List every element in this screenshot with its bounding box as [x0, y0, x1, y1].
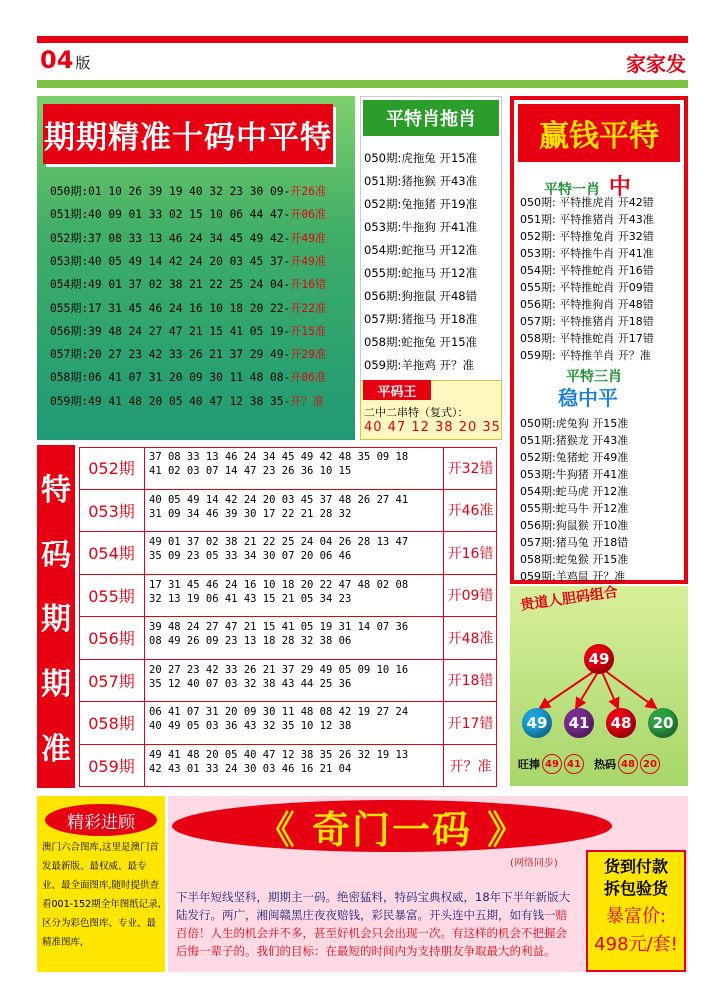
ten-code-row-result: 开06准: [290, 371, 327, 385]
special-code-period: 055期: [79, 575, 145, 617]
cod-line-3: 暴富价:: [605, 906, 667, 927]
three-zodiac-row: 056期:狗鼠猴 开10准: [520, 518, 629, 532]
top-red-bar: [37, 36, 688, 43]
ten-code-row-numbers: 051期:40 09 01 33 02 15 10 06 44 47-: [50, 208, 291, 222]
special-code-line-2: 08 49 26 09 23 13 18 28 32 38 06: [149, 635, 352, 647]
combo-ball-4: 20: [648, 708, 678, 738]
ten-code-row-numbers: 057期:20 27 23 42 33 26 21 37 29 49-: [50, 348, 291, 362]
ten-code-row-result: 开22准: [290, 301, 327, 315]
zodiac-drag-row: 058期:蛇拖兔 开15准: [364, 334, 478, 349]
special-code-line-2: 35 12 40 07 03 32 38 43 44 25 36: [149, 677, 352, 690]
ten-code-row: [50, 297, 326, 319]
ten-code-row-numbers: 058期:06 41 07 31 20 09 30 11 48 08-: [50, 371, 291, 385]
special-code-line-1: 17 31 45 46 24 16 10 18 20 22 47 48 02 08: [149, 578, 409, 591]
special-code-row: [79, 702, 497, 745]
special-code-numbers: [149, 705, 449, 733]
ten-code-row-result: 开49准: [290, 231, 327, 245]
zodiac-drag-row: 054期:蛇拖马 开12准: [364, 242, 478, 257]
three-zodiac-row: 055期:蛇马牛 开12准: [520, 501, 629, 515]
ten-code-row: [50, 366, 326, 388]
three-zodiac-row: 058期:蛇兔猴 开15准: [520, 552, 629, 566]
zodiac-drag-row: 053期:牛拖狗 开41准: [364, 219, 478, 234]
lucky-combo-title: 贵道人胆码组合: [519, 584, 619, 614]
zodiac-drag-row: 055期:蛇拖马 开12准: [364, 265, 478, 280]
zodiac-drag-row: 057期:猪拖马 开18准: [364, 311, 478, 326]
combo-ball-2: 41: [564, 708, 594, 738]
special-code-numbers: [149, 620, 449, 648]
ad-text-2: 赔百倍！人生的机会并不多，甚至好机会只会出现一次。有这样的机会不把握会后悔一辈子的。我们的目标：在最短的时间内为支持朋友争取最大的利益。: [176, 908, 567, 958]
special-code-line-1: 39 48 24 27 47 21 15 41 05 19 31 14 07 36: [149, 621, 409, 633]
brand-name: 家家发: [626, 52, 686, 76]
special-code-line-1: 37 08 33 13 46 24 34 45 49 42 48 35 09 18: [149, 451, 409, 463]
ten-code-row-result: 开06准: [290, 208, 327, 222]
one-zodiac-row: 058期: 平特推蛇肖 开17错: [520, 331, 654, 345]
special-code-row: [79, 745, 497, 788]
ten-code-row: [50, 343, 326, 365]
page-number: [40, 46, 90, 76]
special-code-numbers: [149, 535, 449, 563]
special-code-line-2: 35 09 23 05 33 34 30 07 20 06 46: [149, 550, 352, 562]
combo-ball-1: 49: [522, 708, 552, 738]
hit-mark: 中: [608, 175, 631, 200]
page-number-value: 04: [40, 46, 74, 74]
zodiac-drag-title: 平特肖拖肖: [363, 100, 499, 136]
ten-code-row: [50, 227, 326, 249]
special-code-result: 开46准: [443, 490, 497, 532]
ten-code-row: [50, 273, 326, 295]
one-zodiac-row: 054期: 平特推蛇肖 开16错: [520, 263, 654, 277]
qimen-ad-text: [176, 888, 576, 960]
ten-code-row-result: 开26准: [290, 185, 327, 198]
special-code-result: 开18错: [443, 660, 497, 702]
small-ball-3: 48: [618, 754, 638, 774]
special-code-result: 开？准: [443, 745, 497, 788]
special-code-period: 056期: [79, 617, 145, 659]
special-code-line-1: 49 01 37 02 38 21 22 25 24 04 26 28 13 47: [149, 536, 409, 548]
special-code-line-2: 32 13 19 06 41 43 15 21 05 34 23: [149, 592, 352, 605]
zodiac-drag-row: 059期:羊拖鸡 开？准: [364, 357, 474, 372]
one-zodiac-row: 059期: 平特推羊肖 开？准: [520, 348, 651, 362]
three-zodiac-row: 057期:猪马兔 开18错: [520, 535, 629, 549]
special-code-line-1: 20 27 23 42 33 26 21 37 29 49 05 09 10 16: [149, 663, 409, 676]
three-zodiac-row: 054期:蛇马虎 开12准: [520, 484, 629, 498]
three-zodiac-row: 059期:羊鸡鼠 开？准: [520, 569, 626, 583]
small-ball-2: 41: [564, 754, 584, 774]
one-zodiac-row: 053期: 平特推牛肖 开41准: [520, 246, 654, 260]
special-code-row: [79, 660, 497, 703]
flat-code-king-title: 平码王: [363, 380, 431, 400]
ten-code-row-result: 开？准: [290, 394, 324, 408]
special-code-numbers: [149, 450, 449, 478]
qimen-title: 《 奇门一码 》: [172, 800, 612, 852]
side-char-4: 期: [41, 667, 71, 703]
side-char-3: 期: [41, 602, 71, 638]
special-code-row: [79, 490, 497, 533]
one-zodiac-row: 050期: 平特推虎肖 开42错: [520, 195, 654, 209]
three-zodiac-row: 052期:兔猪蛇 开49准: [520, 450, 629, 464]
special-code-line-1: 06 41 07 31 20 09 30 11 48 08 42 19 27 24: [149, 706, 409, 718]
special-code-period: 054期: [79, 532, 145, 574]
ten-code-row-numbers: 050期:01 10 26 39 19 40 32 23 30 09-: [50, 185, 291, 198]
special-code-period: 057期: [79, 660, 145, 702]
side-char-5: 准: [41, 731, 71, 767]
special-code-period: 058期: [79, 702, 145, 744]
three-zodiac-slogan: 稳中平: [558, 386, 618, 410]
special-code-numbers: [149, 493, 449, 521]
special-code-numbers: [149, 578, 449, 606]
zodiac-drag-row: 052期:兔拖猪 开19准: [364, 196, 478, 211]
one-zodiac-row: 057期: 平特推猪肖 开18错: [520, 314, 654, 328]
arrow-2: [576, 672, 598, 708]
special-code-period: 059期: [79, 745, 145, 788]
special-code-line-2: 31 09 34 46 39 30 17 22 21 28 32: [149, 507, 352, 520]
cod-line-1: 货到付款: [603, 857, 668, 876]
combo-label-2: 热码: [594, 758, 616, 771]
special-code-side-label: [37, 445, 75, 788]
special-code-period: 052期: [79, 447, 145, 489]
network-sync-note: (网络同步): [510, 858, 558, 869]
ten-code-row-result: 开15准: [290, 324, 327, 338]
special-code-numbers: [149, 748, 449, 776]
three-zodiac-row: 053期:牛狗猪 开41准: [520, 467, 629, 481]
special-code-line-2: 40 49 05 03 36 43 32 35 10 12 38: [149, 720, 352, 732]
combo-label-1: 旺捧: [518, 758, 540, 771]
ten-code-row: [50, 180, 326, 202]
ten-code-row-numbers: 059期:49 41 48 20 05 40 47 12 38 35-: [50, 394, 291, 408]
highlights-title: 精彩进顾: [45, 804, 157, 836]
special-code-row: [79, 575, 497, 618]
one-zodiac-subtitle-text: 平特一肖: [544, 182, 600, 198]
special-code-result: 开09错: [443, 575, 497, 617]
ad-text-1: 下半年短线坚科，期期主一码。绝密猛料，特码宝典权威，18年下半年新版大陆发行。两广，湘闽赣黑庄夜夜赔钱，彩民暴富。开头连中五期，如有钱一: [176, 890, 571, 922]
special-code-row: [79, 532, 497, 575]
win-money-title: 赢钱平特: [518, 104, 680, 162]
three-zodiac-subtitle: 平特三肖: [566, 369, 622, 385]
three-zodiac-row: 050期:虎兔狗 开15准: [520, 416, 629, 430]
flat-code-king-subtitle: 二中二串特（复式）：: [364, 406, 469, 419]
ten-code-row-numbers: 055期:17 31 45 46 24 16 10 18 20 22-: [50, 301, 291, 315]
special-code-row: [79, 447, 497, 490]
ten-code-row: [50, 390, 324, 412]
three-zodiac-row: 051期:猪猴龙 开43准: [520, 433, 629, 447]
cod-line-2: 拆包验货: [603, 879, 668, 898]
ten-code-row-numbers: 053期:40 05 49 14 42 24 20 03 45 37-: [50, 254, 291, 268]
small-ball-4: 20: [640, 754, 660, 774]
special-code-result: 开17错: [443, 702, 497, 744]
ten-code-row: [50, 250, 326, 272]
side-char-1: 特: [41, 473, 71, 509]
special-code-numbers: [149, 663, 449, 691]
ten-code-row: [50, 320, 326, 342]
highlights-text: 澳门六合图库,这里是澳门首发最新版、最权威、最专业、最全面图库,随时提供查看001-152期全年图纸记录,区分为彩色图库、专业、最精准图库,: [42, 842, 161, 948]
combo-footer: [518, 754, 660, 774]
zodiac-drag-row: 051期:猪拖猴 开43准: [364, 173, 478, 188]
ten-code-row-numbers: 052期:37 08 33 13 46 24 34 45 49 42-: [50, 231, 291, 245]
cod-line-4: 498元/套!: [594, 934, 678, 955]
special-code-result: 开48准: [443, 617, 497, 659]
one-zodiac-row: 051期: 平特推猪肖 开43准: [520, 212, 654, 226]
side-char-2: 码: [41, 537, 71, 573]
top-ball: 49: [584, 644, 614, 674]
special-code-result: 开32错: [443, 447, 497, 489]
zodiac-drag-row: 050期:虎拖兔 开15准: [364, 150, 478, 165]
combo-ball-3: 48: [606, 708, 636, 738]
green-divider: [37, 80, 688, 88]
flat-code-king-numbers: 40 47 12 38 20 35: [364, 420, 501, 435]
ten-code-row-result: 开16错: [290, 278, 327, 292]
one-zodiac-row: 055期: 平特推蛇肖 开09错: [520, 280, 654, 294]
one-zodiac-row: 052期: 平特推兔肖 开32错: [520, 229, 654, 243]
special-code-line-2: 42 43 01 33 24 30 03 46 16 21 04: [149, 762, 352, 775]
ten-code-row: [50, 203, 326, 225]
ten-code-row-numbers: 054期:49 01 37 02 38 21 22 25 24 04-: [50, 278, 291, 292]
special-code-line-1: 49 41 48 20 05 40 47 12 38 35 26 32 19 13: [149, 748, 409, 761]
ten-code-row-result: 开49准: [290, 254, 327, 268]
page-number-suffix: 版: [75, 54, 91, 72]
small-ball-1: 49: [542, 754, 562, 774]
ten-code-row-result: 开29准: [290, 348, 327, 362]
ten-code-row-numbers: 056期:39 48 24 27 47 21 15 41 05 19-: [50, 324, 291, 338]
arrow-4: [604, 670, 656, 708]
special-code-line-2: 41 02 03 07 14 47 23 26 36 10 15: [149, 465, 352, 477]
special-code-result: 开16错: [443, 532, 497, 574]
zodiac-drag-row: 056期:狗拖鼠 开48错: [364, 288, 478, 303]
one-zodiac-row: 056期: 平特推狗肖 开48错: [520, 297, 654, 311]
ten-code-title: 期期精准十码中平特: [43, 104, 333, 164]
special-code-line-1: 40 05 49 14 42 24 20 03 45 37 48 26 27 41: [149, 493, 409, 506]
special-code-row: [79, 617, 497, 660]
special-code-period: 053期: [79, 490, 145, 532]
